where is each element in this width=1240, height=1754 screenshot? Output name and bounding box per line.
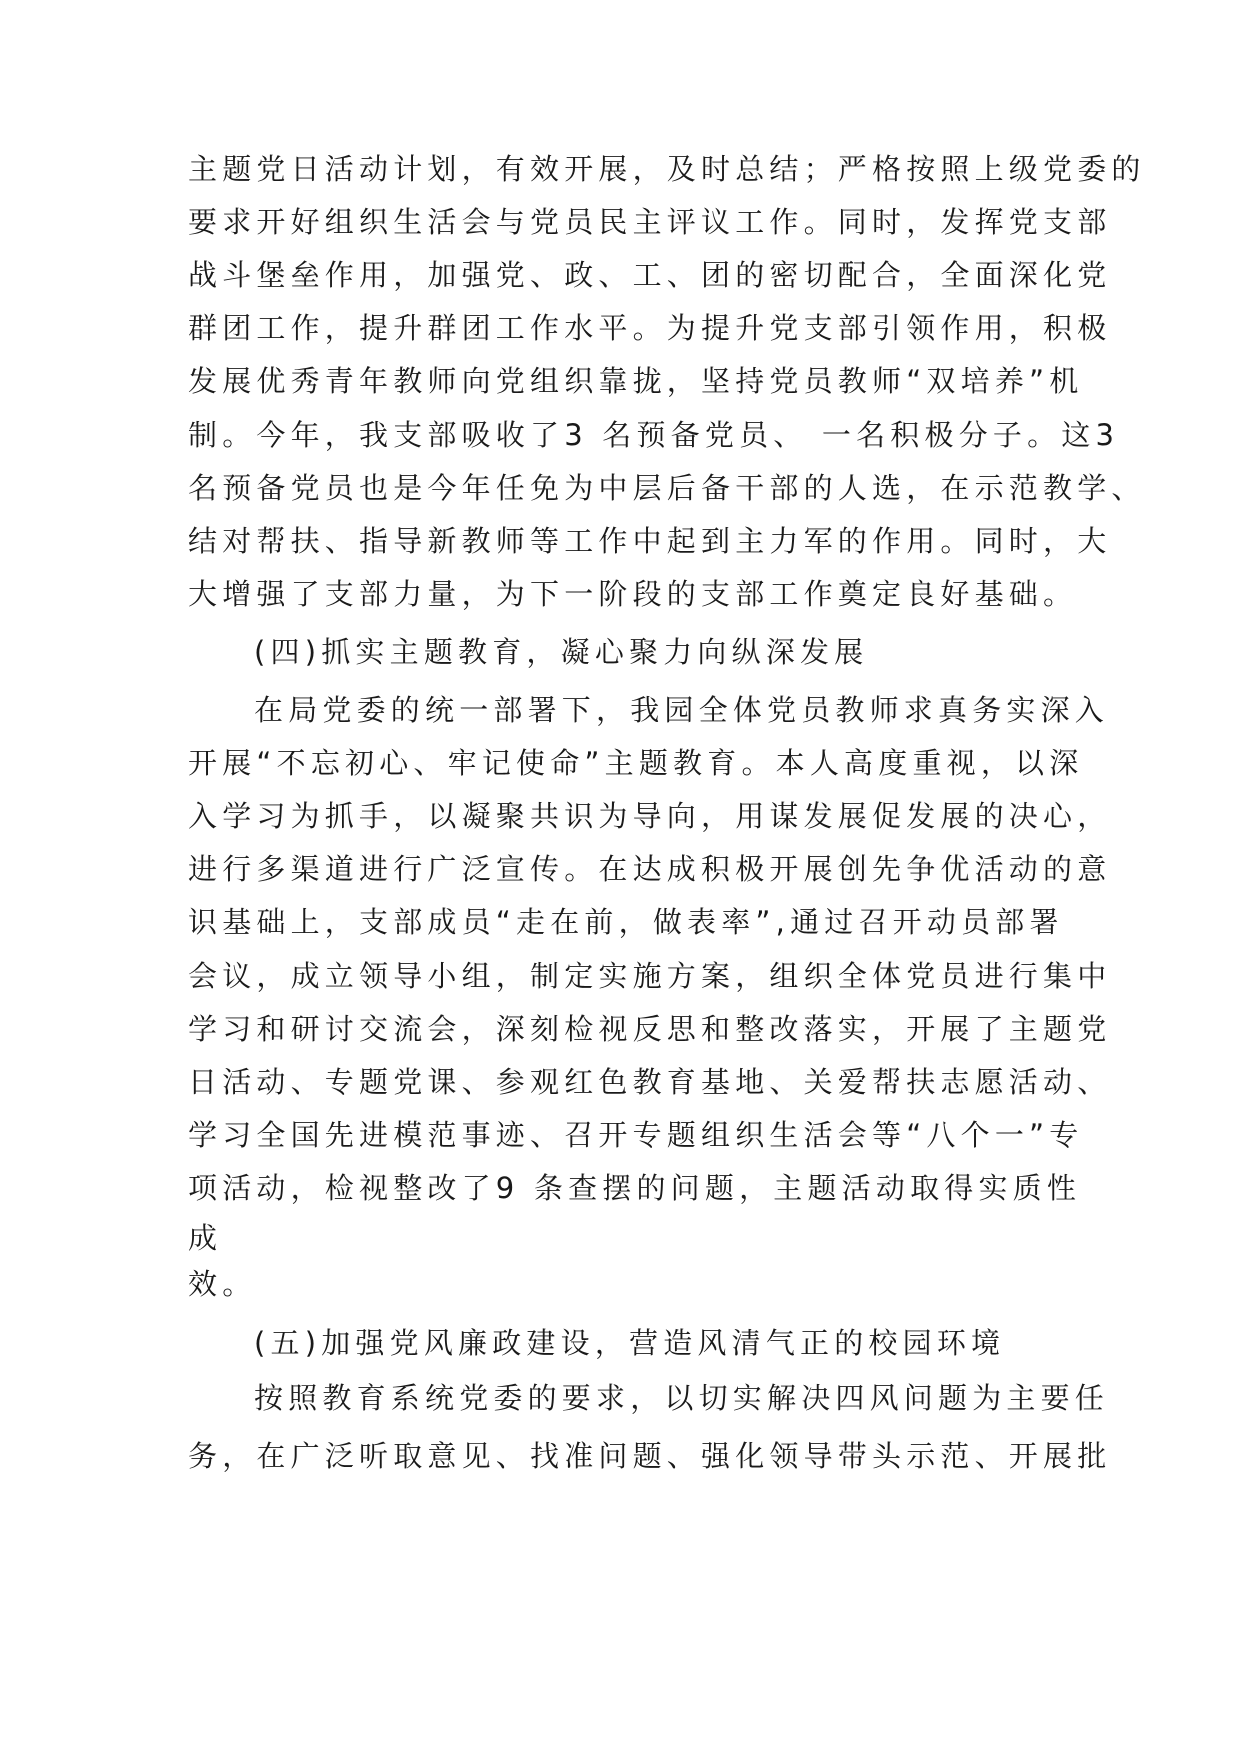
text-line: 进行多渠道进行广泛宣传。在达成积极开展创先争优活动的意 [188,852,1112,886]
text-line: 效。 [188,1267,257,1301]
text-line: 大增强了支部力量，为下一阶段的支部工作奠定良好基础。 [188,577,1078,611]
text-line: 按照教育系统党委的要求，以切实解决四风问题为主要任 [254,1381,1110,1415]
text-line: 结对帮扶、指导新教师等工作中起到主力军的作用。同时，大 [188,524,1112,558]
text-line: 入学习为抓手，以凝聚共识为导向，用谋发展促发展的决心， [188,799,1112,833]
text-line: 项活动，检视整改了9 条查摆的问题，主题活动取得实质性 [188,1171,1082,1205]
text-line: 在局党委的统一部署下，我园全体党员教师求真务实深入 [254,693,1110,727]
text-line: 学习和研讨交流会，深刻检视反思和整改落实，开展了主题党 [188,1012,1112,1046]
text-line: 学习全国先进模范事迹、召开专题组织生活会等“八个一”专 [188,1118,1084,1152]
text-line: 会议，成立领导小组，制定实施方案，组织全体党员进行集中 [188,959,1112,993]
text-line: 战斗堡垒作用，加强党、政、工、团的密切配合，全面深化党 [188,258,1112,292]
text-line: 发展优秀青年教师向党组织靠拢，坚持党员教师“双培养”机 [188,364,1084,398]
text-line: 群团工作，提升群团工作水平。为提升党支部引领作用，积极 [188,311,1112,345]
text-line: 制。今年，我支部吸收了3 名预备党员、 一名积极分子。这3 [188,418,1120,452]
text-line: 成 [188,1221,223,1255]
text-line: 务，在广泛听取意见、找准问题、强化领导带头示范、开展批 [188,1439,1112,1473]
text-line: 开展“不忘初心、牢记使命”主题教育。本人高度重视，以深 [188,746,1084,780]
text-line: 主题党日活动计划，有效开展，及时总结；严格按照上级党委的 [188,152,1146,186]
text-line: 要求开好组织生活会与党员民主评议工作。同时，发挥党支部 [188,205,1112,239]
section-heading: (四)抓实主题教育，凝心聚力向纵深发展 [254,635,869,669]
text-line: 日活动、专题党课、参观红色教育基地、关爱帮扶志愿活动、 [188,1065,1112,1099]
section-heading: (五)加强党风廉政建设，营造风清气正的校园环境 [254,1326,1006,1360]
text-line: 名预备党员也是今年任免为中层后备干部的人选，在示范教学、 [188,471,1146,505]
text-line: 识基础上，支部成员“走在前，做表率”,通过召开动员部署 [188,905,1064,939]
